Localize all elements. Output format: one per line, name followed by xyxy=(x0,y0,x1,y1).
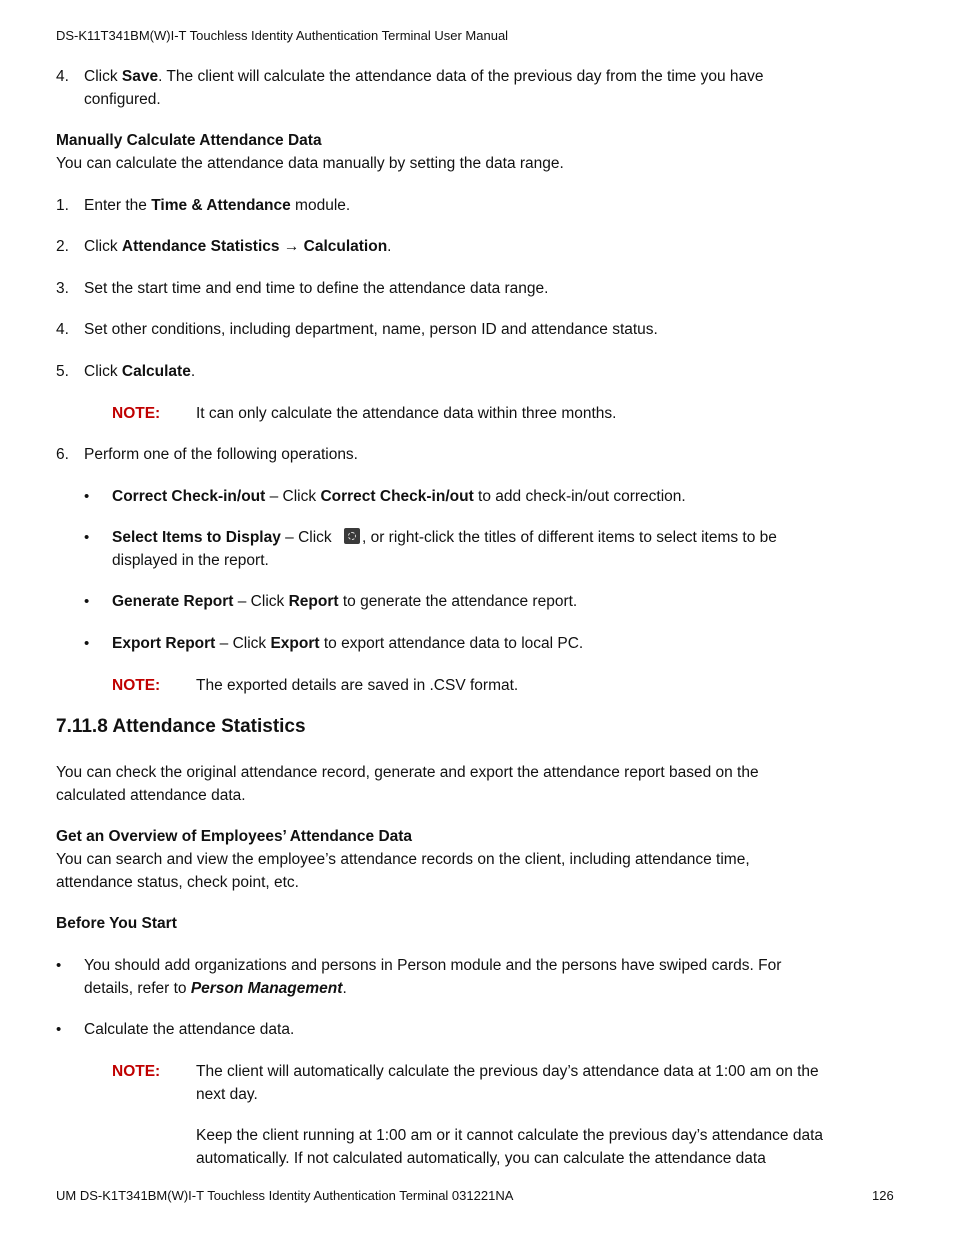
gear-icon xyxy=(344,528,360,544)
item-bold: Export xyxy=(270,635,320,652)
step-text: . xyxy=(387,238,392,255)
step-text: Enter the xyxy=(84,197,152,214)
intro-text: You can check the original attendance record, generate and export the attendance report based on the xyxy=(56,764,759,781)
bullet-icon: • xyxy=(84,635,90,652)
note-label: NOTE: xyxy=(112,405,161,422)
step-number: 1. xyxy=(56,197,69,214)
item-text: – Click xyxy=(233,593,289,610)
note-text: automatically. If not calculated automatically, you can calculate the attendance data xyxy=(196,1149,766,1167)
note-text: Keep the client running at 1:00 am or it cannot calculate the previous day’s attendance data xyxy=(196,1127,824,1144)
step-text: Click xyxy=(84,68,122,85)
section-title: 7.11.8 Attendance Statistics xyxy=(56,716,306,737)
note-csv-format xyxy=(112,675,519,698)
page-number: 126 xyxy=(872,1188,894,1203)
step-bold: Save xyxy=(121,68,159,85)
bullet-icon: • xyxy=(84,488,90,505)
bullet-icon: • xyxy=(84,529,90,546)
bullet-icon: • xyxy=(56,1021,62,1038)
note-text: The exported details are saved in .CSV format. xyxy=(196,677,519,694)
step-text: Set other conditions, including department, name, person ID and attendance status. xyxy=(84,321,658,338)
overview-line: You can search and view the employee’s attendance records on the client, including attendance time, xyxy=(56,851,750,868)
note-label: NOTE: xyxy=(112,1063,161,1080)
item-bold: Report xyxy=(288,593,339,610)
step-number: 2. xyxy=(56,238,69,255)
step-text: configured. xyxy=(84,90,161,108)
step-bold: Calculate xyxy=(121,363,191,380)
note-calc-limit xyxy=(112,403,617,426)
step-number: 3. xyxy=(56,280,69,297)
item-text: You should add organizations and persons in Person module and the persons have swiped cards. For xyxy=(84,957,782,974)
step-text: Set the start time and end time to define the attendance data range. xyxy=(84,280,549,297)
subheading-manual: Manually Calculate Attendance Data xyxy=(56,132,322,149)
step-text: . xyxy=(190,363,196,380)
person-management-ref: Person Management xyxy=(190,979,343,997)
section-intro xyxy=(56,762,906,807)
item-text: – Click xyxy=(215,635,271,652)
note-text: The client will automatically calculate the previous day’s attendance data at 1:00 am on the xyxy=(196,1063,819,1080)
step-number: 6. xyxy=(56,446,69,463)
intro-text: calculated attendance data. xyxy=(56,786,246,804)
step-number: 5. xyxy=(56,363,69,380)
item-bold: Select Items to Display xyxy=(112,529,281,546)
note-auto-calc xyxy=(112,1061,912,1167)
step-bold: Time & Attendance xyxy=(151,197,291,214)
item-bold: Correct Check-in/out xyxy=(320,488,474,505)
step-bold: Attendance Statistics → Calculation xyxy=(121,238,388,255)
step-text: Perform one of the following operations. xyxy=(84,446,358,463)
step-text: Click xyxy=(84,238,122,255)
item-text: , or right-click the titles of different items to select items to be xyxy=(361,529,777,546)
item-text: to add check-in/out correction. xyxy=(473,488,686,505)
item-bold: Correct Check-in/out xyxy=(112,488,266,505)
item-text: – Click xyxy=(280,529,336,546)
item-bold: Generate Report xyxy=(112,593,234,610)
step-number: 4. xyxy=(56,68,69,85)
item-text: . xyxy=(342,979,347,997)
bullet-icon: • xyxy=(84,593,90,610)
step-text: module. xyxy=(290,197,351,214)
item-text: to export attendance data to local PC. xyxy=(319,635,584,652)
page-footer: UM DS-K1T341BM(W)I-T Touchless Identity Authentication Terminal 031221NA xyxy=(56,1188,514,1203)
page-header: DS-K11T341BM(W)I-T Touchless Identity Authentication Terminal User Manual xyxy=(56,28,509,43)
subheading-overview: Get an Overview of Employees’ Attendance Data xyxy=(56,828,413,845)
item-bold: Export Report xyxy=(112,635,216,652)
item-text: to generate the attendance report. xyxy=(338,593,578,610)
step-text: Click xyxy=(84,363,122,380)
bullet-icon: • xyxy=(56,957,62,974)
item-text: – Click xyxy=(265,488,321,505)
step-text: . The client will calculate the attendance data of the previous day from the time you have xyxy=(158,68,764,85)
subheading-before-you-start: Before You Start xyxy=(56,915,177,932)
manual-intro: You can calculate the attendance data manually by setting the data range. xyxy=(56,155,564,172)
note-text: It can only calculate the attendance data within three months. xyxy=(196,405,617,422)
item-text: displayed in the report. xyxy=(112,551,269,569)
note-text: next day. xyxy=(196,1085,258,1103)
item-text: details, refer to xyxy=(84,979,191,997)
note-label: NOTE: xyxy=(112,677,161,694)
overview-line: attendance status, check point, etc. xyxy=(56,873,299,891)
step-number: 4. xyxy=(56,321,69,338)
overview-text xyxy=(56,849,906,894)
item-text: Calculate the attendance data. xyxy=(84,1021,295,1038)
